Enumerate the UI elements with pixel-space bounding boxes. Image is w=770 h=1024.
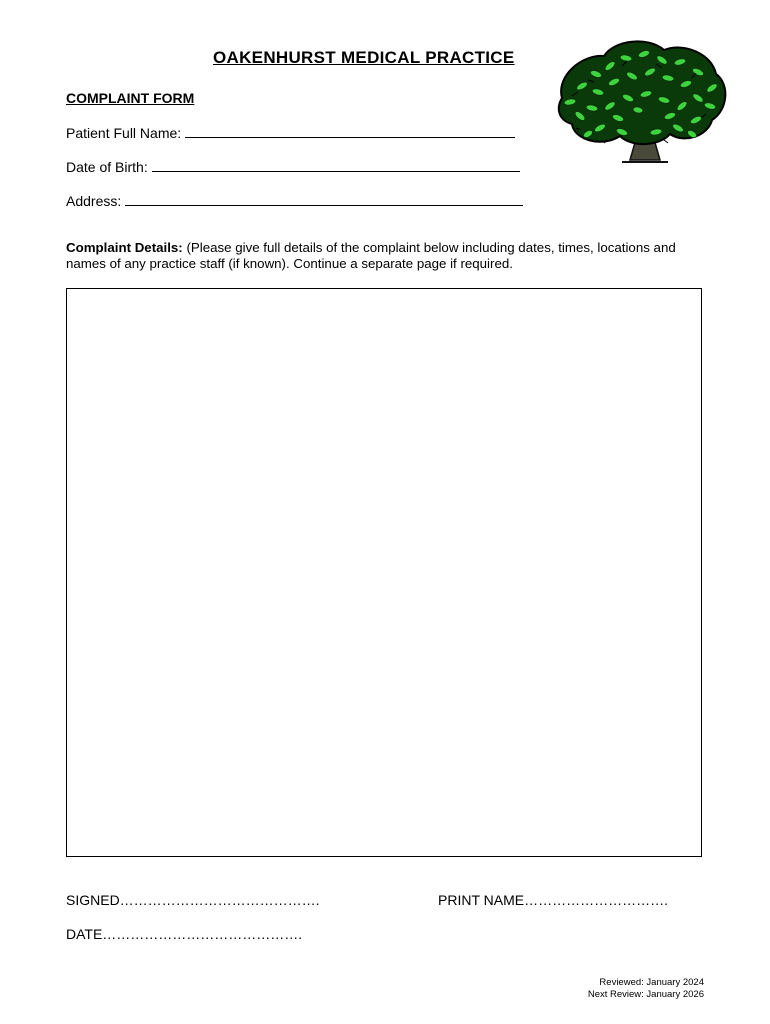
reviewed-date: Reviewed: January 2024	[599, 977, 704, 988]
form-heading: COMPLAINT FORM	[66, 90, 195, 106]
address-field[interactable]	[125, 191, 523, 206]
oak-tree-icon	[552, 36, 730, 164]
patient-name-field[interactable]	[185, 123, 515, 138]
patient-name-label: Patient Full Name:	[66, 125, 182, 141]
page-title: OAKENHURST MEDICAL PRACTICE	[213, 48, 515, 67]
date-of-birth-label: Date of Birth:	[66, 159, 148, 175]
print-name-field[interactable]: PRINT NAME………………………….	[438, 892, 668, 908]
address-label: Address:	[66, 193, 122, 209]
address-row	[66, 191, 523, 209]
signed-field[interactable]: SIGNED…………………………………….	[66, 892, 320, 908]
next-review-date: Next Review: January 2026	[587, 989, 704, 1000]
complaint-details-instructions	[66, 240, 706, 272]
review-footer	[588, 977, 704, 1001]
date-of-birth-field[interactable]	[152, 157, 520, 172]
complaint-details-text: (Please give full details of the complaint below including dates, times, locations and names of any practice staff (if known). Continue a separate page if required.	[66, 240, 676, 271]
date-field[interactable]: DATE…………………………………….	[66, 926, 303, 942]
date-of-birth-row	[66, 157, 520, 175]
patient-name-row	[66, 123, 515, 141]
complaint-details-box[interactable]	[66, 288, 702, 857]
complaint-details-lead: Complaint Details:	[66, 240, 183, 255]
